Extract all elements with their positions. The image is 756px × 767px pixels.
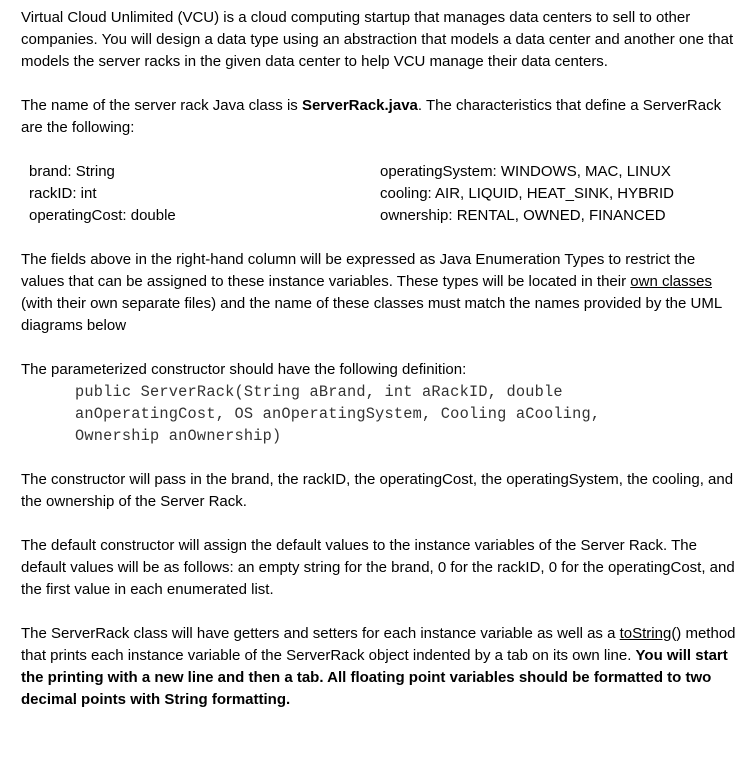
code-line: Ownership anOwnership) (75, 427, 282, 445)
enum-text-before: The fields above in the right-hand column will be expressed as Java Enumeration Types to restrict the values that can be assigned to these instance variables. These types will be located in their (21, 251, 696, 290)
document-body (21, 7, 737, 711)
constructor-intro: The parameterized constructor should have the following definition: (21, 361, 467, 378)
code-line: anOperatingCost, OS anOperatingSystem, Cooling aCooling, (75, 405, 601, 423)
field-list-left (29, 161, 176, 227)
getters-bold-text: You will start the printing with a new line and then a tab. All floating point variables should be formatted to two decimal points with String formatting. (21, 647, 728, 708)
enum-text-after: (with their own separate files) and the name of these classes must match the names provided by the UML diagrams below (21, 295, 722, 334)
own-classes-link[interactable]: own classes (630, 273, 712, 290)
class-name-suffix: . The characteristics that define a ServerRack are the following: (21, 97, 722, 136)
field-item: rackID: int (29, 185, 97, 202)
tostring-link[interactable]: toString (619, 625, 672, 642)
field-list (21, 161, 737, 227)
getters-text-middle: () method that prints each instance variable of the ServerRack object indented by a tab on its own line. (21, 625, 736, 664)
code-line: public ServerRack(String aBrand, int aRackID, double (75, 383, 563, 401)
intro-paragraph: Virtual Cloud Unlimited (VCU) is a cloud computing startup that manages data centers to sell to other companies. You will design a data type using an abstraction that models a data center and another one that models the server racks in the given data center to help VCU manage their data centers. (21, 9, 734, 70)
constructor-code-block (75, 381, 737, 447)
getters-paragraph (21, 623, 737, 711)
constructor-pass-paragraph: The constructor will pass in the brand, the rackID, the operatingCost, the operatingSystem, the cooling, and the ownership of the Server Rack. (21, 471, 734, 510)
default-constructor-paragraph: The default constructor will assign the default values to the instance variables of the Server Rack. The default values will be as follows: an empty string for the brand, 0 for the rackID, 0 for the operatingCost, and the first value in each enumerated list. (21, 537, 735, 598)
getters-text-before: The ServerRack class will have getters and setters for each instance variable as well as a (21, 625, 620, 642)
enum-field-item: operatingSystem: WINDOWS, MAC, LINUX (380, 163, 671, 180)
enum-field-item: ownership: RENTAL, OWNED, FINANCED (380, 207, 666, 224)
class-name-paragraph (21, 95, 737, 139)
class-file-name: ServerRack.java (301, 97, 418, 114)
field-item: operatingCost: double (29, 207, 176, 224)
field-item: brand: String (29, 163, 115, 180)
field-list-right (380, 161, 674, 227)
enum-paragraph (21, 249, 737, 337)
class-name-prefix: The name of the server rack Java class is (21, 97, 302, 114)
enum-field-item: cooling: AIR, LIQUID, HEAT_SINK, HYBRID (380, 185, 674, 202)
